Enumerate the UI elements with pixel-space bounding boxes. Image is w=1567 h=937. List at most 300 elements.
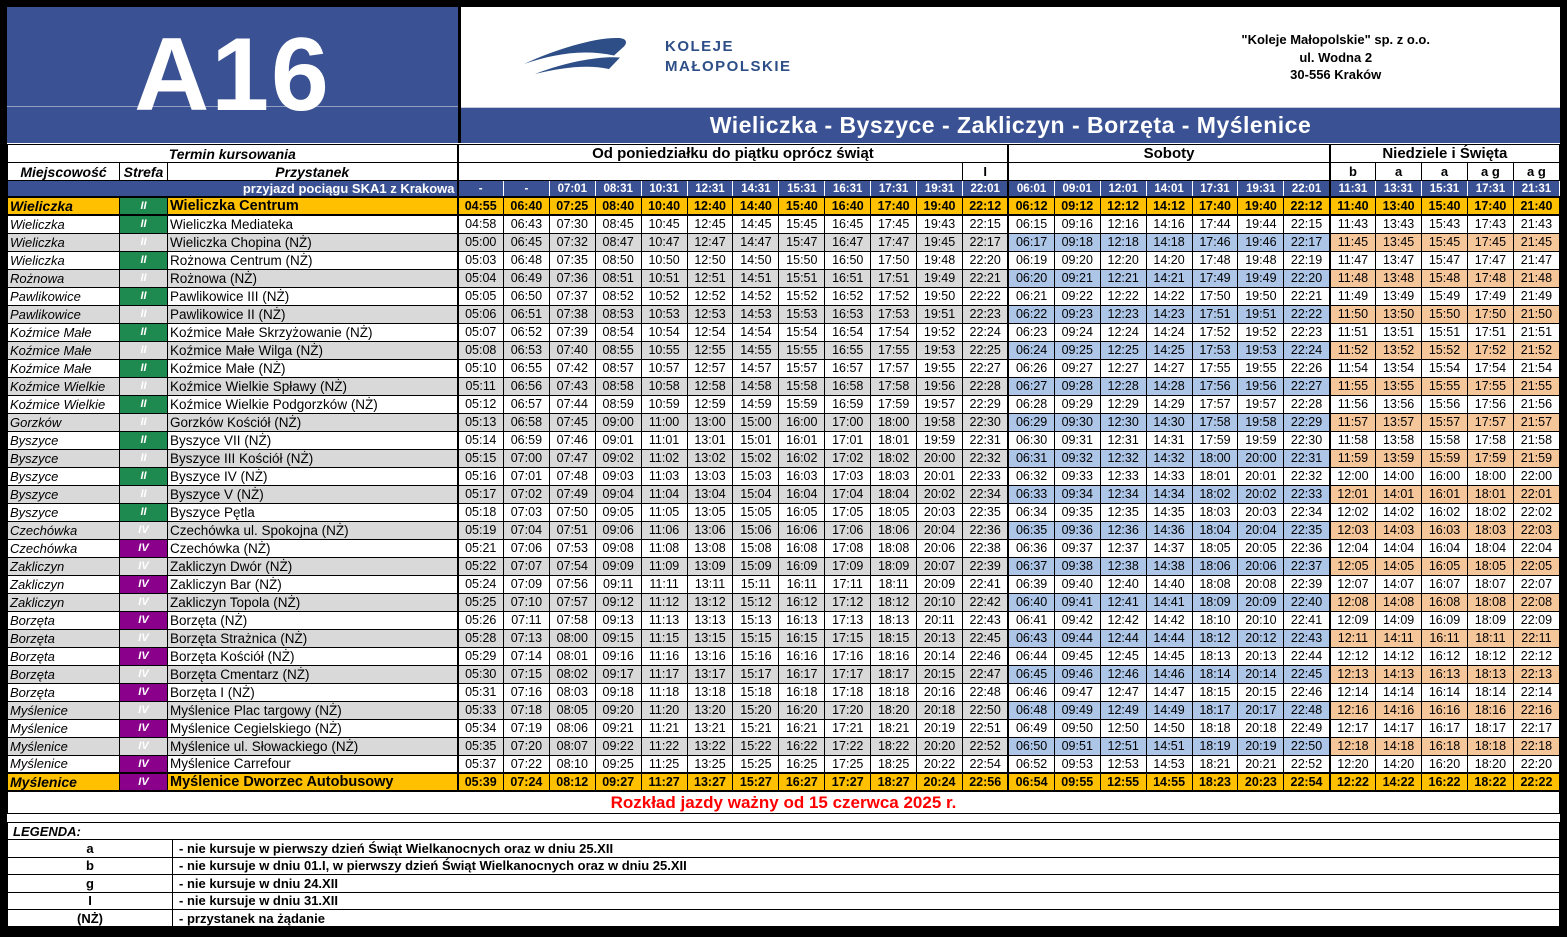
stop-name-cell: Rożnowa Centrum (NŻ): [168, 251, 458, 269]
operator-address: [1241, 31, 1430, 84]
time-cell: 16:47: [825, 233, 871, 251]
time-cell: 22:35: [962, 503, 1008, 521]
time-cell: 09:11: [595, 575, 641, 593]
time-cell: 14:17: [1376, 719, 1422, 737]
time-cell: 13:22: [687, 737, 733, 755]
time-cell: 12:12: [1330, 647, 1376, 665]
time-cell: 13:59: [1376, 449, 1422, 467]
time-cell: 09:18: [595, 683, 641, 701]
time-cell: 12:20: [1100, 251, 1146, 269]
time-cell: 16:13: [779, 611, 825, 629]
time-cell: 09:27: [595, 773, 641, 791]
time-cell: 08:07: [549, 737, 595, 755]
time-cell: 18:13: [1192, 647, 1238, 665]
time-cell: 05:22: [458, 557, 504, 575]
time-cell: 12:09: [1330, 611, 1376, 629]
time-cell: 04:58: [458, 215, 504, 233]
time-cell: 07:22: [503, 755, 549, 773]
time-cell: 15:49: [1422, 287, 1468, 305]
time-cell: 13:01: [687, 431, 733, 449]
time-cell: 20:19: [917, 719, 963, 737]
time-cell: 12:34: [1100, 485, 1146, 503]
time-cell: 17:59: [1192, 431, 1238, 449]
time-cell: 11:21: [641, 719, 687, 737]
time-cell: 22:36: [962, 521, 1008, 539]
time-cell: 20:05: [1238, 539, 1284, 557]
time-cell: 07:38: [549, 305, 595, 323]
time-cell: 07:32: [549, 233, 595, 251]
time-cell: 17:09: [825, 557, 871, 575]
time-cell: 19:59: [917, 431, 963, 449]
time-cell: 17:51: [1467, 323, 1513, 341]
time-cell: 14:50: [733, 251, 779, 269]
time-cell: 12:03: [1330, 521, 1376, 539]
time-cell: 22:43: [1284, 629, 1330, 647]
time-cell: 15:12: [733, 593, 779, 611]
time-cell: 09:38: [1054, 557, 1100, 575]
time-cell: 14:45: [1146, 647, 1192, 665]
time-cell: 21:40: [1513, 197, 1559, 215]
time-cell: 17:05: [825, 503, 871, 521]
time-cell: 15:22: [733, 737, 779, 755]
time-cell: 18:15: [871, 629, 917, 647]
ska1-time-cell: 17:31: [871, 181, 917, 198]
time-cell: 19:50: [917, 287, 963, 305]
time-cell: 16:09: [779, 557, 825, 575]
time-cell: 06:50: [503, 287, 549, 305]
time-cell: 15:16: [733, 647, 779, 665]
przystanek-header: Przystanek: [168, 163, 458, 181]
time-cell: 06:53: [503, 341, 549, 359]
time-cell: 14:20: [1146, 251, 1192, 269]
time-cell: 20:15: [917, 665, 963, 683]
time-cell: 17:40: [871, 197, 917, 215]
time-cell: 22:52: [1284, 755, 1330, 773]
time-cell: 06:12: [1008, 197, 1054, 215]
stop-name-cell: Koźmice Małe (NŻ): [168, 359, 458, 377]
time-cell: 12:53: [1100, 755, 1146, 773]
time-cell: 11:43: [1330, 215, 1376, 233]
legend-symbol: b: [8, 858, 173, 875]
time-cell: 16:06: [779, 521, 825, 539]
time-cell: 21:43: [1513, 215, 1559, 233]
time-cell: 09:30: [1054, 413, 1100, 431]
time-cell: 12:07: [1330, 575, 1376, 593]
time-cell: 17:16: [825, 647, 871, 665]
time-cell: 11:56: [1330, 395, 1376, 413]
time-cell: 12:36: [1100, 521, 1146, 539]
time-cell: 06:29: [1008, 413, 1054, 431]
time-cell: 05:04: [458, 269, 504, 287]
time-cell: 14:46: [1146, 665, 1192, 683]
time-cell: 14:11: [1376, 629, 1422, 647]
time-cell: 05:30: [458, 665, 504, 683]
time-cell: 08:59: [595, 395, 641, 413]
time-cell: 12:12: [1100, 197, 1146, 215]
time-cell: 22:44: [1284, 647, 1330, 665]
time-cell: 05:33: [458, 701, 504, 719]
time-cell: 08:02: [549, 665, 595, 683]
time-cell: 17:58: [871, 377, 917, 395]
time-cell: 13:48: [1376, 269, 1422, 287]
town-cell: Byszyce: [8, 485, 120, 503]
time-cell: 05:11: [458, 377, 504, 395]
time-cell: 14:32: [1146, 449, 1192, 467]
time-cell: 21:51: [1513, 323, 1559, 341]
time-cell: 16:51: [825, 269, 871, 287]
time-cell: 22:19: [1284, 251, 1330, 269]
time-cell: 07:06: [503, 539, 549, 557]
stop-name-cell: Koźmice Wielkie Spławy (NŻ): [168, 377, 458, 395]
time-cell: 12:51: [687, 269, 733, 287]
time-cell: 22:46: [962, 647, 1008, 665]
time-cell: 12:23: [1100, 305, 1146, 323]
time-cell: 16:13: [1422, 665, 1468, 683]
time-cell: 14:13: [1376, 665, 1422, 683]
time-cell: 18:22: [871, 737, 917, 755]
time-cell: 09:41: [1054, 593, 1100, 611]
time-cell: 21:59: [1513, 449, 1559, 467]
ska1-time-cell: -: [458, 181, 504, 198]
time-cell: 17:49: [1467, 287, 1513, 305]
time-cell: 22:01: [1513, 485, 1559, 503]
time-cell: 12:31: [1100, 431, 1146, 449]
time-cell: 12:35: [1100, 503, 1146, 521]
logo-line-1: KOLEJE: [665, 37, 735, 55]
time-cell: 10:47: [641, 233, 687, 251]
stop-row: [8, 287, 1560, 305]
time-cell: 14:18: [1376, 737, 1422, 755]
time-cell: 07:03: [503, 503, 549, 521]
time-cell: 09:09: [595, 557, 641, 575]
time-cell: 14:20: [1376, 755, 1422, 773]
town-cell: Koźmice Małe: [8, 359, 120, 377]
time-cell: 16:45: [825, 215, 871, 233]
time-cell: 20:18: [1238, 719, 1284, 737]
time-cell: 12:59: [687, 395, 733, 413]
time-cell: 09:28: [1054, 377, 1100, 395]
time-cell: 09:27: [1054, 359, 1100, 377]
time-cell: 07:02: [503, 485, 549, 503]
zone-badge: IV: [120, 557, 168, 575]
stop-row: [8, 233, 1560, 251]
time-cell: 13:00: [687, 413, 733, 431]
time-cell: 17:02: [825, 449, 871, 467]
stop-row: [8, 557, 1560, 575]
time-cell: 22:29: [962, 395, 1008, 413]
time-cell: 11:02: [641, 449, 687, 467]
time-cell: 07:44: [549, 395, 595, 413]
time-cell: 05:08: [458, 341, 504, 359]
zone-badge: II: [120, 269, 168, 287]
time-cell: 17:06: [825, 521, 871, 539]
time-cell: 09:21: [1054, 269, 1100, 287]
bottom-border-bar: [7, 926, 1560, 931]
time-cell: 08:57: [595, 359, 641, 377]
time-cell: 20:10: [1238, 611, 1284, 629]
time-cell: 06:43: [1008, 629, 1054, 647]
time-cell: 13:17: [687, 665, 733, 683]
time-cell: 10:58: [641, 377, 687, 395]
time-cell: 12:38: [1100, 557, 1146, 575]
time-cell: 19:40: [917, 197, 963, 215]
time-cell: 15:57: [1422, 413, 1468, 431]
time-cell: 15:59: [779, 395, 825, 413]
time-cell: 16:11: [1422, 629, 1468, 647]
time-cell: 14:55: [733, 341, 779, 359]
time-cell: 17:57: [1467, 413, 1513, 431]
time-cell: 22:04: [1513, 539, 1559, 557]
stop-row: [8, 395, 1560, 413]
stop-row: [8, 683, 1560, 701]
time-cell: 13:57: [1376, 413, 1422, 431]
time-cell: 18:12: [1192, 629, 1238, 647]
time-cell: 16:20: [779, 701, 825, 719]
time-cell: 17:22: [825, 737, 871, 755]
time-cell: 07:47: [549, 449, 595, 467]
time-cell: 21:50: [1513, 305, 1559, 323]
time-cell: 15:18: [733, 683, 779, 701]
time-cell: 09:25: [1054, 341, 1100, 359]
time-cell: 10:54: [641, 323, 687, 341]
time-cell: 13:06: [687, 521, 733, 539]
time-cell: 18:07: [1467, 575, 1513, 593]
time-cell: 07:30: [549, 215, 595, 233]
time-cell: 07:46: [549, 431, 595, 449]
time-cell: 16:18: [779, 683, 825, 701]
time-cell: 14:04: [1376, 539, 1422, 557]
stop-name-cell: Byszyce Pętla: [168, 503, 458, 521]
time-cell: 07:39: [549, 323, 595, 341]
koleje-malopolskie-swoosh-icon: [521, 26, 651, 88]
time-cell: 18:03: [1192, 503, 1238, 521]
time-cell: 16:08: [1422, 593, 1468, 611]
time-cell: 16:54: [825, 323, 871, 341]
time-cell: 18:08: [871, 539, 917, 557]
time-cell: 22:37: [1284, 557, 1330, 575]
time-cell: 22:22: [962, 287, 1008, 305]
time-cell: 20:18: [917, 701, 963, 719]
time-cell: 08:55: [595, 341, 641, 359]
time-cell: 22:28: [962, 377, 1008, 395]
time-cell: 13:25: [687, 755, 733, 773]
time-cell: 07:11: [503, 611, 549, 629]
time-cell: 20:03: [917, 503, 963, 521]
time-cell: 22:20: [1284, 269, 1330, 287]
town-cell: Pawlikowice: [8, 305, 120, 323]
legend-symbol: I: [8, 893, 173, 910]
time-cell: 12:42: [1100, 611, 1146, 629]
time-cell: 05:14: [458, 431, 504, 449]
time-cell: 14:07: [1376, 575, 1422, 593]
time-cell: 07:57: [549, 593, 595, 611]
time-cell: 21:56: [1513, 395, 1559, 413]
time-cell: 17:17: [825, 665, 871, 683]
time-cell: 14:51: [733, 269, 779, 287]
time-cell: 14:16: [1146, 215, 1192, 233]
time-cell: 14:21: [1146, 269, 1192, 287]
time-cell: 16:02: [779, 449, 825, 467]
time-cell: 19:56: [917, 377, 963, 395]
time-cell: 12:57: [687, 359, 733, 377]
time-cell: 12:55: [1100, 773, 1146, 791]
time-cell: 12:50: [1100, 719, 1146, 737]
time-cell: 15:00: [733, 413, 779, 431]
time-cell: 20:14: [917, 647, 963, 665]
operator-header: [461, 7, 1560, 107]
zone-badge: IV: [120, 719, 168, 737]
time-cell: 06:34: [1008, 503, 1054, 521]
time-cell: 14:31: [1146, 431, 1192, 449]
time-cell: 22:22: [1284, 305, 1330, 323]
time-cell: 14:36: [1146, 521, 1192, 539]
time-cell: 13:16: [687, 647, 733, 665]
time-cell: 09:36: [1054, 521, 1100, 539]
time-cell: 16:12: [1422, 647, 1468, 665]
weekday-empty-header: [458, 163, 963, 181]
time-cell: 17:01: [825, 431, 871, 449]
time-cell: 20:24: [917, 773, 963, 791]
time-cell: 17:45: [871, 215, 917, 233]
time-cell: 11:55: [1330, 377, 1376, 395]
time-cell: 18:27: [871, 773, 917, 791]
time-cell: 18:01: [871, 431, 917, 449]
time-cell: 13:02: [687, 449, 733, 467]
time-cell: 17:54: [1467, 359, 1513, 377]
stop-name-cell: Pawlikowice III (NŻ): [168, 287, 458, 305]
time-cell: 16:14: [1422, 683, 1468, 701]
time-cell: 19:40: [1238, 197, 1284, 215]
legend-description: - nie kursuje w dniu 24.XII: [179, 875, 338, 891]
stop-row: [8, 521, 1560, 539]
time-cell: 11:59: [1330, 449, 1376, 467]
time-cell: 12:01: [1330, 485, 1376, 503]
time-cell: 17:51: [1192, 305, 1238, 323]
time-cell: 05:21: [458, 539, 504, 557]
zone-badge: II: [120, 287, 168, 305]
time-cell: 11:00: [641, 413, 687, 431]
time-cell: 12:16: [1100, 215, 1146, 233]
time-cell: 17:46: [1192, 233, 1238, 251]
time-cell: 22:52: [962, 737, 1008, 755]
time-cell: 07:13: [503, 629, 549, 647]
time-cell: 16:05: [1422, 557, 1468, 575]
time-cell: 20:00: [1238, 449, 1284, 467]
time-cell: 22:30: [962, 413, 1008, 431]
zone-badge: IV: [120, 773, 168, 791]
town-cell: Byszyce: [8, 431, 120, 449]
time-cell: 09:22: [1054, 287, 1100, 305]
time-cell: 19:50: [1238, 287, 1284, 305]
time-cell: 22:02: [1513, 503, 1559, 521]
time-cell: 22:17: [1513, 719, 1559, 737]
time-cell: 09:18: [1054, 233, 1100, 251]
time-cell: 22:32: [962, 449, 1008, 467]
time-cell: 06:43: [503, 215, 549, 233]
time-cell: 15:04: [733, 485, 779, 503]
time-cell: 11:01: [641, 431, 687, 449]
time-cell: 14:01: [1376, 485, 1422, 503]
time-cell: 11:27: [641, 773, 687, 791]
time-cell: 18:16: [1467, 701, 1513, 719]
legend-description: - nie kursuje w dniu 31.XII: [179, 893, 338, 909]
time-cell: 18:14: [1467, 683, 1513, 701]
time-cell: 08:47: [595, 233, 641, 251]
time-cell: 12:08: [1330, 593, 1376, 611]
time-cell: 20:21: [1238, 755, 1284, 773]
time-cell: 13:43: [1376, 215, 1422, 233]
time-cell: 17:50: [1467, 305, 1513, 323]
time-cell: 07:04: [503, 521, 549, 539]
sheet-inner: [7, 7, 1560, 931]
route-number: A16: [134, 17, 331, 133]
ska1-time-cell: 14:01: [1146, 181, 1192, 198]
time-cell: 15:02: [733, 449, 779, 467]
time-cell: 09:20: [1054, 251, 1100, 269]
time-cell: 10:45: [641, 215, 687, 233]
time-cell: 20:15: [1238, 683, 1284, 701]
time-cell: 16:18: [1422, 737, 1468, 755]
time-cell: 15:53: [779, 305, 825, 323]
time-cell: 18:01: [1192, 467, 1238, 485]
time-cell: 14:16: [1376, 701, 1422, 719]
time-cell: 09:21: [595, 719, 641, 737]
time-cell: 16:55: [825, 341, 871, 359]
time-cell: 22:45: [962, 629, 1008, 647]
time-cell: 12:22: [1330, 773, 1376, 791]
time-cell: 06:58: [503, 413, 549, 431]
time-cell: 09:17: [595, 665, 641, 683]
time-cell: 14:09: [1376, 611, 1422, 629]
time-cell: 12:44: [1100, 629, 1146, 647]
time-cell: 22:38: [962, 539, 1008, 557]
stop-row: [8, 611, 1560, 629]
time-cell: 22:36: [1284, 539, 1330, 557]
time-cell: 16:52: [825, 287, 871, 305]
zone-badge: IV: [120, 755, 168, 773]
time-cell: 17:55: [871, 341, 917, 359]
time-cell: 16:08: [779, 539, 825, 557]
time-cell: 15:21: [733, 719, 779, 737]
time-cell: 22:42: [962, 593, 1008, 611]
time-cell: 09:12: [595, 593, 641, 611]
time-cell: 22:26: [1284, 359, 1330, 377]
time-cell: 09:03: [595, 467, 641, 485]
time-cell: 06:59: [503, 431, 549, 449]
time-cell: 07:49: [549, 485, 595, 503]
time-cell: 09:37: [1054, 539, 1100, 557]
time-cell: 22:31: [962, 431, 1008, 449]
time-cell: 16:27: [779, 773, 825, 791]
column-header-row: [8, 163, 1560, 181]
time-cell: 16:21: [779, 719, 825, 737]
time-cell: 18:19: [1192, 737, 1238, 755]
time-cell: 09:53: [1054, 755, 1100, 773]
town-cell: Borzęta: [8, 611, 120, 629]
time-cell: 15:08: [733, 539, 779, 557]
time-cell: 19:53: [1238, 341, 1284, 359]
stop-row: [8, 449, 1560, 467]
ska1-time-cell: 19:31: [917, 181, 963, 198]
time-cell: 22:45: [1284, 665, 1330, 683]
time-cell: 05:16: [458, 467, 504, 485]
time-cell: 07:36: [549, 269, 595, 287]
time-cell: 09:20: [595, 701, 641, 719]
time-cell: 06:55: [503, 359, 549, 377]
time-cell: 17:50: [871, 251, 917, 269]
time-cell: 19:58: [917, 413, 963, 431]
time-cell: 18:03: [871, 467, 917, 485]
